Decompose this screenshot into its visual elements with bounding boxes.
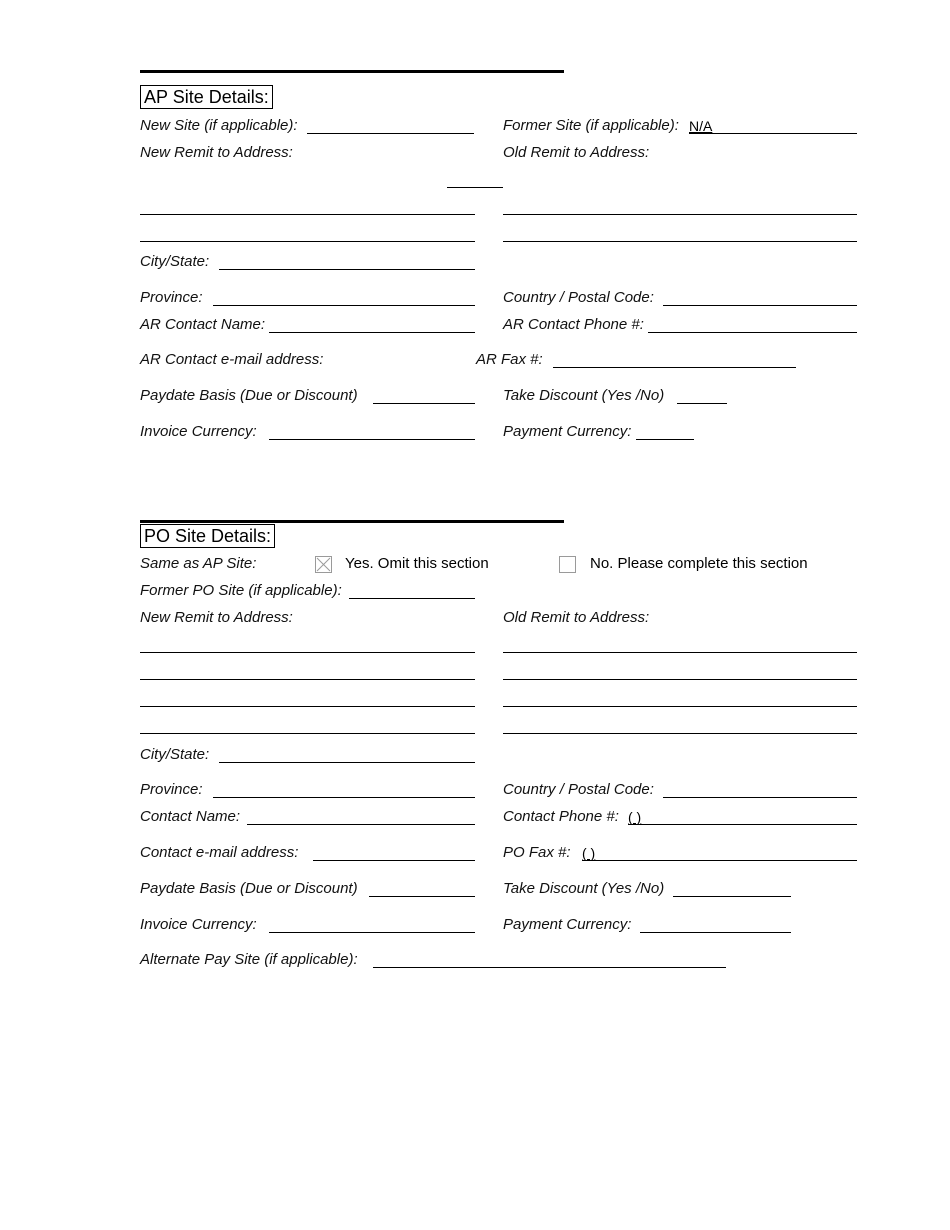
ap-ar-contact-name-field[interactable]: [269, 332, 475, 333]
ap-section-divider: [140, 70, 564, 73]
ap-new-site-label: New Site (if applicable):: [140, 117, 298, 134]
po-take-discount-label: Take Discount (Yes /No): [503, 880, 665, 897]
po-new-remit-field-2[interactable]: [140, 679, 475, 680]
ap-old-remit-field-2[interactable]: [503, 241, 857, 242]
ap-payment-currency-label: Payment Currency:: [503, 423, 632, 440]
po-new-remit-field-3[interactable]: [140, 706, 475, 707]
po-paydate-basis-field[interactable]: [369, 896, 475, 897]
po-no-checkbox[interactable]: [559, 556, 576, 573]
ap-ar-contact-name-label: AR Contact Name:: [140, 316, 266, 333]
po-fax-label: PO Fax #:: [503, 844, 571, 861]
ap-former-site-value: N/A: [689, 118, 713, 134]
po-payment-currency-label: Payment Currency:: [503, 916, 632, 933]
ap-paydate-basis-label: Paydate Basis (Due or Discount): [140, 387, 358, 404]
po-yes-checkbox[interactable]: [315, 556, 332, 573]
ap-new-remit-field-2[interactable]: [140, 241, 475, 242]
ap-new-remit-label: New Remit to Address:: [140, 144, 293, 161]
ap-invoice-currency-label: Invoice Currency:: [140, 423, 257, 440]
po-invoice-currency-label: Invoice Currency:: [140, 916, 257, 933]
ap-ar-email-label: AR Contact e-mail address:: [140, 351, 324, 368]
po-same-as-ap-label: Same as AP Site:: [140, 555, 257, 572]
po-province-label: Province:: [140, 781, 203, 798]
ap-take-discount-label: Take Discount (Yes /No): [503, 387, 665, 404]
po-former-site-label: Former PO Site (if applicable):: [140, 582, 342, 599]
po-no-option-label: No. Please complete this section: [590, 555, 808, 572]
ap-new-remit-field-1[interactable]: [140, 214, 475, 215]
po-contact-name-label: Contact Name:: [140, 808, 241, 825]
po-section-title: PO Site Details:: [140, 524, 275, 548]
po-contact-email-field[interactable]: [313, 860, 475, 861]
ap-payment-currency-field[interactable]: [636, 439, 694, 440]
ap-former-site-label: Former Site (if applicable):: [503, 117, 679, 134]
po-new-remit-label: New Remit to Address:: [140, 609, 293, 626]
po-take-discount-field[interactable]: [673, 896, 791, 897]
ap-ar-contact-phone-field[interactable]: [648, 332, 857, 333]
po-country-postal-label: Country / Postal Code:: [503, 781, 654, 798]
po-contact-email-label: Contact e-mail address:: [140, 844, 299, 861]
po-paydate-basis-label: Paydate Basis (Due or Discount): [140, 880, 358, 897]
po-contact-phone-label: Contact Phone #:: [503, 808, 619, 825]
po-alternate-pay-site-label: Alternate Pay Site (if applicable):: [140, 951, 358, 968]
ap-city-state-label: City/State:: [140, 253, 210, 270]
ap-paydate-basis-field[interactable]: [373, 403, 475, 404]
po-old-remit-field-4[interactable]: [503, 733, 857, 734]
po-former-site-field[interactable]: [349, 598, 475, 599]
po-fax-field[interactable]: [582, 860, 857, 861]
po-fax-value: ( ): [582, 845, 596, 861]
ap-ar-fax-field[interactable]: [553, 367, 796, 368]
ap-country-postal-field[interactable]: [663, 305, 857, 306]
ap-country-postal-label: Country / Postal Code:: [503, 289, 654, 306]
ap-invoice-currency-field[interactable]: [269, 439, 475, 440]
ap-ar-contact-phone-label: AR Contact Phone #:: [503, 316, 644, 333]
ap-old-remit-label: Old Remit to Address:: [503, 144, 650, 161]
ap-province-label: Province:: [140, 289, 203, 306]
po-country-postal-field[interactable]: [663, 797, 857, 798]
po-contact-phone-field[interactable]: [628, 824, 857, 825]
po-contact-name-field[interactable]: [247, 824, 475, 825]
po-yes-option-label: Yes. Omit this section: [345, 555, 489, 572]
ap-take-discount-field[interactable]: [677, 403, 727, 404]
ap-province-field[interactable]: [213, 305, 475, 306]
po-payment-currency-field[interactable]: [640, 932, 791, 933]
ap-ar-fax-label: AR Fax #:: [476, 351, 543, 368]
ap-former-site-field[interactable]: [689, 133, 857, 134]
po-city-state-field[interactable]: [219, 762, 475, 763]
po-new-remit-field-4[interactable]: [140, 733, 475, 734]
ap-new-site-field[interactable]: [307, 133, 474, 134]
ap-old-remit-field-1[interactable]: [503, 214, 857, 215]
ap-city-state-field[interactable]: [219, 269, 475, 270]
po-new-remit-field-1[interactable]: [140, 652, 475, 653]
ap-remit-short-line: [447, 187, 503, 188]
checkbox-x-icon: [316, 557, 331, 572]
po-province-field[interactable]: [213, 797, 475, 798]
po-old-remit-field-1[interactable]: [503, 652, 857, 653]
po-section-divider: [140, 520, 564, 523]
po-invoice-currency-field[interactable]: [269, 932, 475, 933]
po-contact-phone-value: ( ): [628, 809, 642, 825]
po-old-remit-field-3[interactable]: [503, 706, 857, 707]
ap-section-title: AP Site Details:: [140, 85, 273, 109]
po-old-remit-label: Old Remit to Address:: [503, 609, 650, 626]
po-old-remit-field-2[interactable]: [503, 679, 857, 680]
po-city-state-label: City/State:: [140, 746, 210, 763]
po-alternate-pay-site-field[interactable]: [373, 967, 726, 968]
